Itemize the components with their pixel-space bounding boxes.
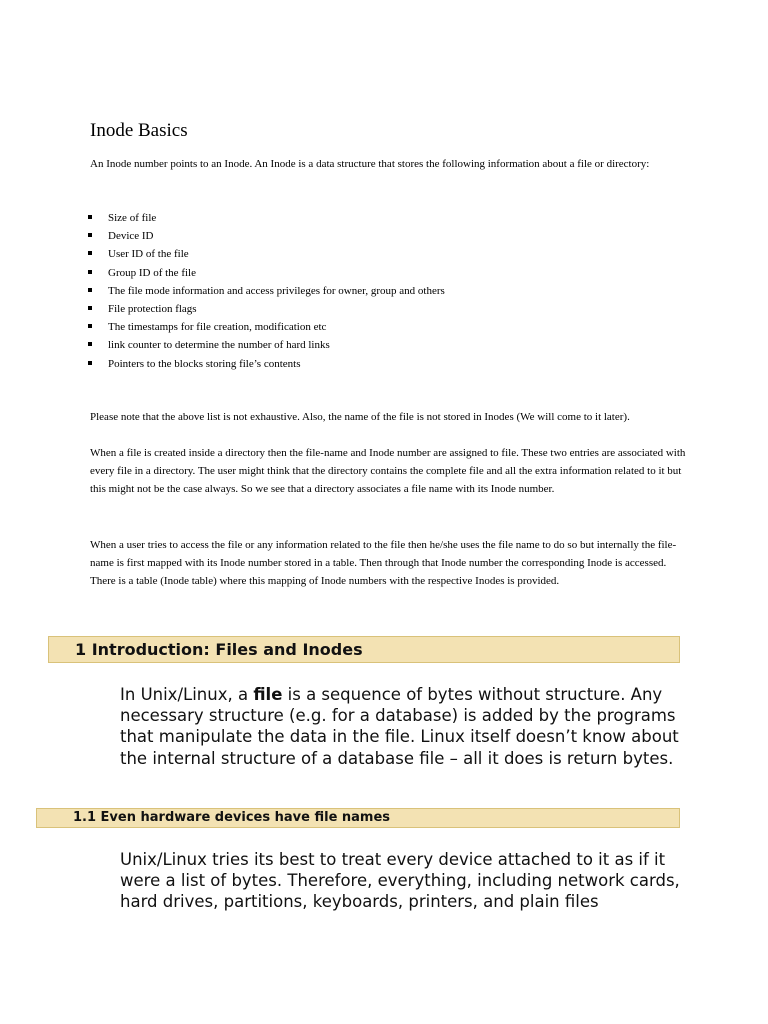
section-heading-hardware-devices: 1.1 Even hardware devices have file names	[36, 808, 680, 828]
directory-paragraph: When a file is created inside a directory then the file-name and Inode number are assigned to file. These two entries are associated with every file in a directory. The user might think that the directory contains the complete file and all the extra information related to it but this might not be the case always. So we see that a directory associates a file name with its Inode number.	[90, 447, 686, 495]
access-paragraph: When a user tries to access the file or any information related to the file then he/she uses the file name to do so but internally the file-name is first mapped with its Inode number stored in a table. Then through that Inode number the corresponding Inode is accessed. There is a table (Inode table) where this mapping of Inode numbers with the respective Inodes is provided.	[90, 539, 677, 587]
list-item: File protection flags	[88, 300, 445, 318]
list-item: User ID of the file	[88, 245, 445, 263]
list-item: Device ID	[88, 227, 445, 245]
list-item: Size of file	[88, 209, 445, 227]
bullet-icon	[88, 270, 92, 274]
bullet-icon	[88, 251, 92, 255]
section-heading-introduction: 1 Introduction: Files and Inodes	[48, 636, 680, 663]
list-item: The timestamps for file creation, modification etc	[88, 318, 445, 336]
list-item: link counter to determine the number of hard links	[88, 336, 445, 354]
list-item: Pointers to the blocks storing file’s contents	[88, 355, 445, 373]
bullet-icon	[88, 361, 92, 365]
bullet-icon	[88, 233, 92, 237]
bullet-icon	[88, 288, 92, 292]
file-term: file	[253, 685, 283, 704]
page-title: Inode Basics	[90, 120, 188, 141]
bullet-icon	[88, 342, 92, 346]
intro-paragraph: An Inode number points to an Inode. An Inode is a data structure that stores the following information about a file or directory:	[90, 158, 650, 170]
introduction-paragraph: In Unix/Linux, a file is a sequence of bytes without structure. Any necessary structure (e.g. for a database) is added by the programs that manipulate the data in the file. Linux itself doesn’t know about the internal structure of a database file – all it does is return bytes.	[120, 685, 679, 768]
bullet-icon	[88, 306, 92, 310]
bullet-icon	[88, 324, 92, 328]
list-item: Group ID of the file	[88, 264, 445, 282]
inode-fields-list	[88, 209, 445, 373]
bullet-icon	[88, 215, 92, 219]
list-item: The file mode information and access privileges for owner, group and others	[88, 282, 445, 300]
hardware-devices-paragraph: Unix/Linux tries its best to treat every device attached to it as if it were a list of bytes. Therefore, everything, including network cards, hard drives, partitions, keyboards, printers, and plain files	[120, 850, 680, 912]
note-paragraph: Please note that the above list is not exhaustive. Also, the name of the file is not stored in Inodes (We will come to it later).	[90, 411, 630, 423]
